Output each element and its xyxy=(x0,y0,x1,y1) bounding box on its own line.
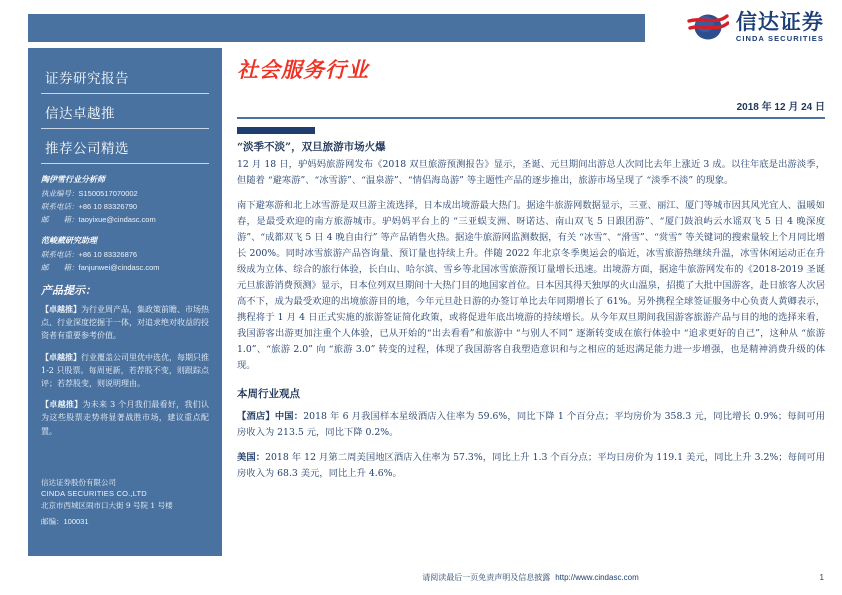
view-item-tag: 【酒店】中国： xyxy=(237,410,304,422)
company-name-en: CINDA SECURITIES CO.,LTD xyxy=(41,489,147,498)
view-item xyxy=(237,450,825,482)
product-tip-item xyxy=(41,351,209,391)
view-item-text: 2018 年 6 月我国样本星级酒店入住率为 59.6%，同比下降 1 个百分点；平均房价为 358.3 元，同比增长 0.9%；每间可用房收入为 213.5 元，同比下降 0.2%。 xyxy=(237,410,825,438)
footer-disclaimer: 请阅读最后一页免责声明及信息披露 xyxy=(422,573,551,582)
product-tip-item xyxy=(41,398,209,438)
assistant-email-value[interactable]: fanjunwei@cindasc.com xyxy=(78,263,160,272)
analyst-email-value[interactable]: taoyixue@cindasc.com xyxy=(78,215,156,224)
company-logo xyxy=(687,12,824,43)
assistant-email-row xyxy=(41,262,209,273)
report-date: 2018 年 12 月 24 日 xyxy=(736,102,825,113)
header-accent-bar xyxy=(28,14,645,42)
section-heading: “淡季不淡”，双旦旅游市场火爆 xyxy=(237,141,386,153)
product-tip-item xyxy=(41,303,209,343)
assistant-phone-label: 联系电话： xyxy=(41,250,79,259)
logo-text-cn: 信达证券 xyxy=(735,10,824,34)
body-paragraph: 12 月 18 日，驴妈妈旅游网发布《2018 双旦旅游预测报告》显示，圣诞、元旦期间出游总人次同比去年上涨近 3 成。以往年底是出游淡季，但随着 “避寒游”、“冰雪游”、“温泉游”、“情侣海岛游” 等主题性产品的逐步推出，旅游市场呈现了 “淡季不淡” 的现象。 xyxy=(237,159,825,186)
analyst-email-row xyxy=(41,214,209,225)
page-title: 社会服务行业 xyxy=(237,57,369,82)
product-tip-tag: 【卓越推】 xyxy=(41,351,81,362)
analyst-phone-value: +86 10 83326790 xyxy=(78,202,138,211)
cinda-logo-icon xyxy=(687,12,729,42)
company-name-cn: 信达证券股份有限公司 xyxy=(41,477,116,487)
product-tip-text: 为行业周产品，集政策前瞻、市场热点、行业深度挖掘于一体，对追求绝对收益的投资者有重要参考价值。 xyxy=(41,305,209,341)
assistant-phone-row xyxy=(41,249,209,260)
company-zipcode: 邮编：100031 xyxy=(41,516,89,526)
analyst-phone-row xyxy=(41,201,209,212)
product-tip-tag: 【卓越推】 xyxy=(41,399,83,410)
company-address-block xyxy=(41,475,212,528)
title-divider xyxy=(237,117,825,119)
company-street: 北京市西城区闹市口大街 9 号院 1 号楼 xyxy=(41,500,173,510)
product-tip-text: 为未来 3 个月我们最看好，我们认为这些股票走势将显著战胜市场，建议重点配置。 xyxy=(41,400,209,436)
assistant-phone-value: +86 10 83326876 xyxy=(78,250,138,259)
sidebar-panel xyxy=(28,48,222,556)
sidebar-heading-cinda-excellence: 信达卓越推 xyxy=(41,97,209,129)
sidebar-heading-recommended-companies: 推荐公司精选 xyxy=(41,132,209,164)
section-marker-bar xyxy=(237,127,315,134)
page-footer xyxy=(237,572,824,583)
analyst-license-row xyxy=(41,188,209,199)
analyst-name: 陶伊雪行业分析师 xyxy=(41,174,105,184)
analyst-email-label: 邮 箱： xyxy=(41,215,79,224)
product-tips-title: 产品提示： xyxy=(41,284,96,297)
analyst-phone-label: 联系电话： xyxy=(41,202,79,211)
view-item-text: 2018 年 12 月第二周美国地区酒店入住率为 57.3%，同比上升 1.3 个百分点；平均日房价为 119.1 美元，同比上升 3.2%；每间可用房收入为 68.3 美元，同比上升 4.6%。 xyxy=(237,451,825,479)
page-number: 1 xyxy=(819,573,824,582)
product-tip-text: 行业覆盖公司里优中选优，每期只推 1-2 只股票。每周更新，若荐股不变，则跟踪点评；若荐股变，则说明理由。 xyxy=(41,352,209,388)
analyst-block-assistant xyxy=(41,235,209,273)
footer-url[interactable]: http://www.cindasc.com xyxy=(555,573,639,582)
analyst-license-label: 执业编号： xyxy=(41,189,79,198)
assistant-email-label: 邮 箱： xyxy=(41,263,79,272)
view-item-tag: 美国： xyxy=(237,451,266,463)
analyst-license-value: S1500517070002 xyxy=(78,189,138,198)
main-content xyxy=(237,48,825,491)
assistant-name: 范峻葳研究助理 xyxy=(41,235,97,245)
body-paragraph: 南下避寒游和北上冰雪游是双旦游主流选择，日本成出境游最大热门。据途牛旅游网数据显示，三亚、丽江、厦门等城市因其风光宜人、温暖如春，是最受欢迎的南方旅游城市。驴妈妈平台上的 “三亚蜈支洲、呀诺达、南山双飞 5 日跟团游”、“厦门鼓浪屿云水谣双飞 5 日 4 晚深度游”、“成都双飞 5 日 4 晚自由行” 等产品销售火热。据途牛旅游网监测数据，有关 “冰雪”、“滑雪”、“赏雪” 等关键词的搜索量较上个月同比增长 200%。同时冰雪旅游产品咨询量、预订量也持续上升。伴随 2022 年北京冬季奥运会的临近，冰雪旅游热继续升温，冰雪休闲运动正在升级成为立体、综合的旅行体验，长白山、哈尔滨、雪乡等北国冰雪旅游预订量增长迅速。出境游方面，据途牛旅游网发布的《2018-2019 圣诞元旦旅游消费预测》显示，日本位列双旦期间十大热门目的地国家首位。日本因其得天独厚的火山温泉，招揽了大批中国游客，赴日旅客人次居高不下，成为最受欢迎的出境旅游目的地，今年元旦赴日游的办签订单比去年同期增长了 61%。另外携程全球签证服务中心负责人黄卿表示，携程将于 1 月 4 日正式实施的旅游签证简化政策，或将促进年底出境游的持续增长。从今年双旦期间我国游客旅游产品与目的地的选择来看，我国游客出游更加注重个人体验，已从开始的“出去看看”和旅游中 “与别人不同” 逐渐转变成在旅行体验中 “追求更好的自己”，这种从 “旅游 1.0”、“旅游 2.0” 向 “旅游 3.0” 转变的过程，体现了我国游客自我塑造意识和与之相应的延迟满足能力进一步增强，也是精神消费升级的体现。 xyxy=(237,199,825,371)
logo-text-en: CINDA SECURITIES xyxy=(735,34,824,43)
sidebar-heading-research-report: 证券研究报告 xyxy=(41,62,209,94)
weekly-view-heading: 本周行业观点 xyxy=(237,387,300,400)
view-item xyxy=(237,409,825,441)
analyst-block-primary xyxy=(41,174,209,225)
product-tip-tag: 【卓越推】 xyxy=(41,304,81,314)
